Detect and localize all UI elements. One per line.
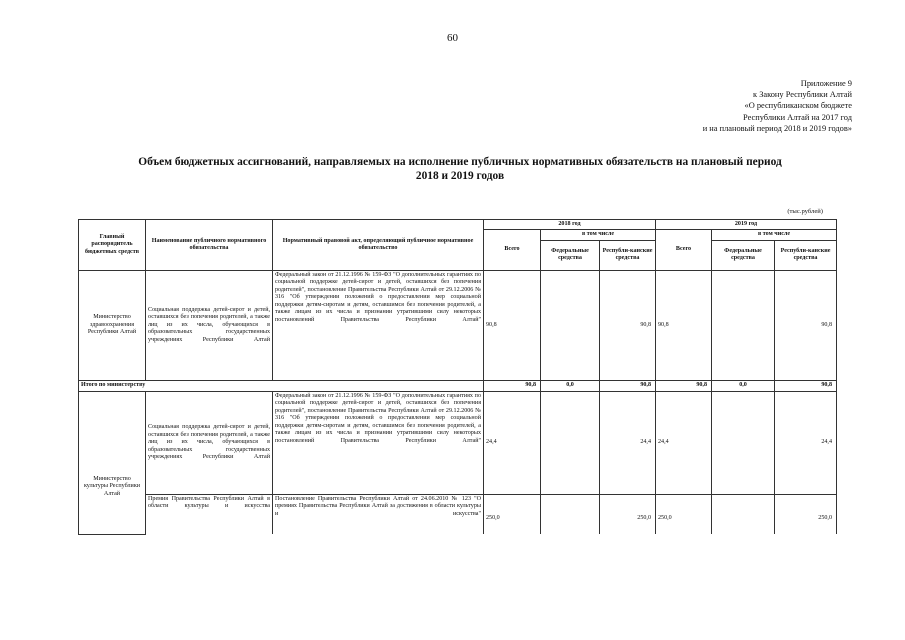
header-year-2018: 2018 год bbox=[484, 220, 656, 230]
republic-2018: 24,4 bbox=[600, 391, 656, 494]
header-total-2018: Всего bbox=[484, 230, 541, 270]
subtotal-federal-2019: 0,0 bbox=[712, 380, 775, 391]
republic-2019: 250,0 bbox=[775, 494, 837, 534]
normative-act: Федеральный закон от 21.12.1996 № 159-ФЗ "О дополнительных гарантиях по социальной поддержке детей-сирот и детей, оставшихся без попечения родителей", постановление Правительства Республики Алтай от 29.12.2006 № 316 "Об утверждении положений о предоставлении мер социальной поддержки детям-сиротам и детям, оставшимся без попечения родителей, а также лицам из их числа и признании утратившими силу некоторых постановлений Правительства Республики Алтай" bbox=[273, 391, 484, 494]
federal-2019 bbox=[712, 494, 775, 534]
federal-2018 bbox=[541, 391, 600, 494]
table-row bbox=[79, 270, 837, 380]
republic-2019: 90,8 bbox=[775, 270, 837, 380]
header-republic-2019: Республи-канские средства bbox=[775, 240, 837, 270]
header-including-2018: в том числе bbox=[541, 230, 656, 240]
header-republic-2018: Республи-канские средства bbox=[600, 240, 656, 270]
republic-2018: 90,8 bbox=[600, 270, 656, 380]
header-total-2019: Всего bbox=[656, 230, 712, 270]
republic-2018: 250,0 bbox=[600, 494, 656, 534]
document-title bbox=[60, 155, 860, 183]
header-row bbox=[79, 220, 837, 230]
title-line: 2018 и 2019 годов bbox=[415, 170, 505, 182]
normative-act: Федеральный закон от 21.12.1996 № 159-ФЗ "О дополнительных гарантиях по социальной поддержке детей-сирот и детей, оставшихся без попечения родителей", постановление Правительства Республики Алтай от 29.12.2006 № 316 "Об утверждении положений о предоставлении мер социальной поддержки детям-сиротам и детям, оставшимся без попечения родителей, а также лицам из их числа и признании утратившими силу некоторых постановлений Правительства Республики Алтай" bbox=[273, 270, 484, 380]
appendix-line: Приложение 9 bbox=[800, 79, 852, 88]
appendix-line: к Закону Республики Алтай bbox=[753, 90, 852, 100]
subtotal-republic-2018: 90,8 bbox=[600, 380, 656, 391]
appendix-line: и на плановый период 2018 и 2019 годов» bbox=[702, 123, 852, 133]
obligation-name: Премия Правительства Республики Алтай в области культуры и искусства bbox=[146, 494, 273, 534]
appendix-header bbox=[703, 78, 852, 134]
subtotal-republic-2019: 90,8 bbox=[775, 380, 837, 391]
total-2019: 250,0 bbox=[656, 494, 712, 534]
header-including-2019: в том числе bbox=[712, 230, 837, 240]
header-obligation: Наименование публичного нормативного обязательства bbox=[146, 220, 273, 271]
federal-2019 bbox=[712, 270, 775, 380]
republic-2019: 24,4 bbox=[775, 391, 837, 494]
header-act: Нормативный правовой акт, определяющий публичное нормативное обязательство bbox=[273, 220, 484, 271]
appendix-line: «О республиканском бюджете bbox=[744, 101, 852, 111]
total-2019: 24,4 bbox=[656, 391, 712, 494]
total-2019: 90,8 bbox=[656, 270, 712, 380]
federal-2018 bbox=[541, 270, 600, 380]
header-manager: Главный распорядитель бюджетных средств bbox=[79, 220, 146, 271]
federal-2018 bbox=[541, 494, 600, 534]
subtotal-total-2019: 90,8 bbox=[656, 380, 712, 391]
obligations-table bbox=[78, 219, 837, 535]
subtotal-total-2018: 90,8 bbox=[484, 380, 541, 391]
header-federal-2019: Федеральные средства bbox=[712, 240, 775, 270]
total-2018: 90,8 bbox=[484, 270, 541, 380]
obligation-name: Социальная поддержка детей-сирот и детей, оставшихся без попечения родителей, а также лиц из их числа, обучающихся в образовательных государственных учреждениях Республики Алтай bbox=[146, 270, 273, 380]
department-name: Министерство здравоохранения Республики Алтай bbox=[79, 270, 146, 380]
subtotal-row bbox=[79, 380, 837, 391]
title-line: Объем бюджетных ассигнований, направляемых на исполнение публичных нормативных обязательств на плановый период bbox=[138, 156, 782, 168]
appendix-line: Республики Алтай на 2017 год bbox=[743, 112, 852, 122]
federal-2019 bbox=[712, 391, 775, 494]
total-2018: 250,0 bbox=[484, 494, 541, 534]
total-2018: 24,4 bbox=[484, 391, 541, 494]
units-note: (тыс.рублей) bbox=[787, 208, 823, 215]
obligation-name: Социальная поддержка детей-сирот и детей, оставшихся без попечения родителей, а также лиц из их числа, обучающихся в образовательных государственных учреждениях Республики Алтай bbox=[146, 391, 273, 494]
header-year-2019: 2019 год bbox=[656, 220, 837, 230]
table-row bbox=[79, 494, 837, 534]
normative-act: Постановление Правительства Республики Алтай от 24.06.2010 № 123 "О премиях Правительства Республики Алтай за достижения в области культуры и искусства" bbox=[273, 494, 484, 534]
subtotal-label: Итого по министерству bbox=[79, 380, 484, 391]
header-federal-2018: Федеральные средства bbox=[541, 240, 600, 270]
table-row bbox=[79, 391, 837, 494]
subtotal-federal-2018: 0,0 bbox=[541, 380, 600, 391]
department-name: Министерство культуры Республики Алтай bbox=[79, 391, 146, 534]
page-number: 60 bbox=[447, 32, 458, 44]
